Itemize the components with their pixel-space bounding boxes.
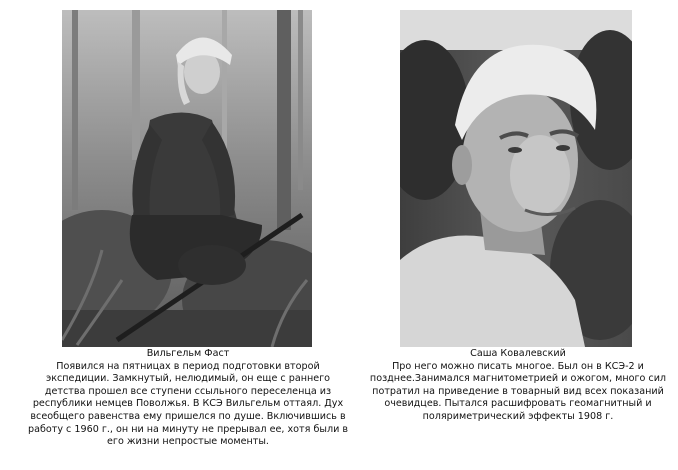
- portrait-photo-left: [62, 10, 312, 347]
- person-name: Саша Ковалевский: [470, 348, 566, 359]
- person-bio: Про него можно писать многое. Был он в КСЭ-2 и позднее.Занимался магнитометрией и ожогом, много сил потратил на приведение в товарный вид всех показаний очевидцев. Пытался расшифровать геомагнитный и поляриметрический эффекты 1908 г.: [369, 360, 667, 422]
- portrait-photo-right: [400, 10, 632, 347]
- person-name: Вильгельм Фаст: [146, 348, 230, 359]
- person-bio: Появился на пятницах в период подготовки второй экспедиции. Замкнутый, нелюдимый, он еще с раннего детства прошел все ступени ссыльного переселенца из республики немцев Поволжья. В КСЭ Вильгельм оттаял. Дух всеобщего равенства ему пришелся по душе. Включившись в работу с 1960 г., он ни на минуту не прерывал ее, хотя были в его жизни непростые моменты.: [27, 360, 349, 448]
- caption-left: [0, 348, 356, 449]
- profile-card-right: [356, 0, 678, 470]
- forest-portrait-image: [62, 10, 312, 347]
- man-portrait-image: [400, 10, 632, 347]
- caption-right: [356, 348, 678, 424]
